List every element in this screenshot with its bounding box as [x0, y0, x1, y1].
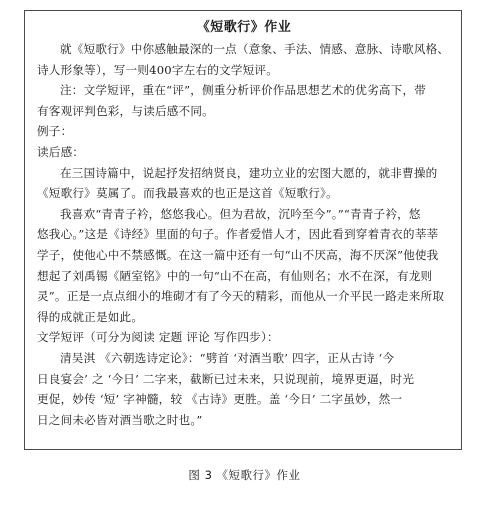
critique-line-2: 日良宴会’ 之 ‘今日’ 二字来，截断已过未来，只说现前，境界更逼，时光 [37, 371, 415, 386]
reflection-line-5: 学子，使他心中不禁感慨。在这一篇中还有一句“山不厌高，海不厌深”他使我 [37, 247, 439, 262]
critique-heading: 文学短评（可分为阅读 定题 评论 写作四步）： [37, 330, 279, 345]
reflection-line-2: 《短歌行》莫属了。而我最喜欢的也正是这首《短歌行》。 [37, 186, 338, 201]
prompt-line-1: 就《短歌行》中你感触最深的一点（意象、手法、情感、意脉、诗歌风格、 [60, 42, 450, 56]
reflection-heading: 读后感： [37, 144, 85, 159]
example-heading: 例子： [37, 124, 73, 139]
reflection-line-6: 想起了刘禹锡《陋室铭》中的一句“山不在高，有仙则名；水不在深，有龙则 [37, 268, 433, 283]
reflection-line-3: 我喜欢“青青子衿，悠悠我心。但为君故，沉吟至今”。”“青青子衿，悠 [60, 206, 421, 221]
critique-line-3: 更促，妙传 ‘短’ 字神髓，较 《古诗》更胜。盖 ‘今日’ 二字虽妙，然一 [37, 392, 403, 407]
critique-line-1: 清吴淇 《六朝选诗定论》：“劈首 ‘对酒当歌’ 四字，正从古诗 ‘今 [60, 350, 395, 365]
assignment-box [24, 10, 462, 450]
reflection-line-8: 得的成就正是如此。 [37, 309, 144, 324]
reflection-line-1: 在三国诗篇中，说起抒发招纳贤良，建功立业的宏图大愿的，就非曹操的 [60, 165, 438, 180]
reflection-line-4: 悠我心。”这是《诗经》里面的句子。作者爱惜人才，因此看到穿着青衣的莘莘 [37, 227, 439, 242]
critique-line-4: 日之间未必皆对酒当歌之时也。” [37, 412, 203, 427]
figure-caption: 图 3 《短歌行》作业 [188, 468, 301, 482]
prompt-line-2: 诗人形象等），写一则400字左右的文学短评。 [37, 62, 279, 77]
reflection-line-7: 灵”。正是一点点细小的堆砌才有了今天的精彩，而他从一介平民一路走来所取 [37, 289, 445, 304]
note-line-2: 有客观评判色彩，与读后感不同。 [37, 103, 214, 118]
document-title: 《短歌行》作业 [196, 20, 292, 35]
note-line-1: 注：文学短评，重在“评”，侧重分析评价作品思想艺术的优劣高下，带 [60, 83, 427, 98]
